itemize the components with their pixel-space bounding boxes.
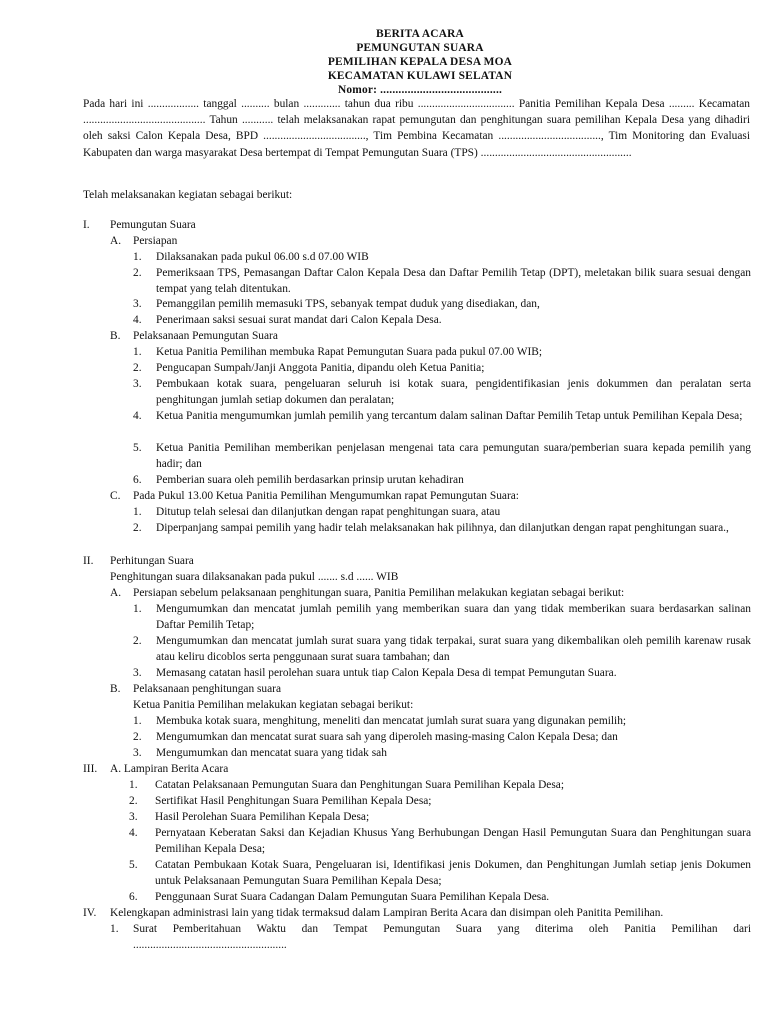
item-number: 1. — [133, 715, 142, 727]
list-item: Penggunaan Surat Suara Cadangan Dalam Pemungutan Suara Pemilihan Kepala Desa. — [155, 891, 550, 903]
item-number: 4. — [129, 827, 138, 839]
section-2-number: II. — [83, 555, 94, 567]
list-item: Diperpanjang sampai pemilih yang hadir telah melaksanakan hak pilihnya, dan dilanjutkan dengan rapat penghitungan suara., — [156, 522, 729, 534]
doc-title-1: BERITA ACARA — [376, 28, 464, 40]
list-item: Ditutup telah selesai dan dilanjutkan dengan rapat penghitungan suara, atau — [156, 506, 501, 518]
item-number: 3. — [133, 298, 142, 310]
list-item: Pemeriksaan TPS, Pemasangan Daftar Calon Kepala Desa dan Daftar Pemilih Tetap (DPT), meletakan bilik suara sesuai dengan tempat yang telah ditentukan. — [156, 267, 751, 296]
intro-activities: Telah melaksanakan kegiatan sebagai berikut: — [83, 189, 293, 201]
section-2b-title: Pelaksanaan penghitungan suara — [133, 683, 282, 695]
item-number: 3. — [133, 667, 142, 679]
section-1-title: Pemungutan Suara — [110, 219, 196, 231]
section-2-title: Perhitungan Suara — [110, 555, 194, 567]
item-number: 2. — [133, 522, 142, 534]
list-item: Ketua Panitia mengumumkan jumlah pemilih yang tercantum dalam salinan Daftar Pemilih Tetap untuk Pemilihan Kepala Desa; — [156, 410, 743, 422]
item-number: 3. — [129, 811, 138, 823]
list-item: Pernyataan Keberatan Saksi dan Kejadian Khusus Yang Berhubungan Dengan Hasil Pemungutan Suara dan Penghitungan suara Pemilihan Kepala Desa; — [155, 827, 751, 856]
list-item: Surat Pemberitahuan Waktu dan Tempat Pemungutan Suara yang diterima oleh Panitia Pemilihan dari ...................................................... — [133, 923, 751, 952]
item-number: 1. — [133, 603, 142, 615]
list-item: Membuka kotak suara, menghitung, meneliti dan mencatat jumlah surat suara yang digunakan pemilih; — [156, 715, 627, 727]
list-item: Hasil Perolehan Suara Pemilihan Kepala Desa; — [155, 811, 370, 823]
item-number: 5. — [133, 442, 142, 454]
list-item: Sertifikat Hasil Penghitungan Suara Pemilihan Kepala Desa; — [155, 795, 432, 807]
list-item: Mengumumkan dan mencatat jumlah pemilih yang memberikan suara dan yang tidak memberikan suara berdasarkan salinan Daftar Pemilih Tetap; — [156, 603, 751, 632]
list-item: Memasang catatan hasil perolehan suara untuk tiap Calon Kepala Desa di tempat Pemungutan Suara. — [156, 667, 617, 679]
section-2a-letter: A. — [110, 587, 122, 599]
item-number: 2. — [133, 731, 142, 743]
section-1a-title: Persiapan — [133, 235, 178, 247]
item-number: 4. — [133, 410, 142, 422]
item-number: 2. — [133, 635, 142, 647]
item-number: 6. — [129, 891, 138, 903]
item-number: 2. — [129, 795, 138, 807]
doc-title-2: PEMUNGUTAN SUARA — [356, 42, 484, 54]
section-3-title: A. Lampiran Berita Acara — [110, 763, 229, 775]
item-number: 3. — [133, 747, 142, 759]
intro-paragraph: Pada hari ini .................. tanggal .......... bulan ............. tahun dua ribu .................................. Panitia Pemilihan Kepala Desa ......... Kecamatan ........................................... Tahun ........... telah melaksanakan rapat pemungutan dan penghitungan suara pemilihan Kepala Desa yang dihadiri oleh saksi Calon Kepala Desa, BPD ...................................., Tim Pembina Kecamatan ...................................., Tim Monitoring dan Evaluasi Kabupaten dan warga masyarakat Desa bertempat di Tempat Pemungutan Suara (TPS) ..................................................... — [83, 98, 750, 159]
item-number: 1. — [133, 346, 142, 358]
doc-nomor: Nomor: ........................................ — [337, 84, 503, 96]
section-3-number: III. — [83, 763, 98, 775]
item-number: 4. — [133, 314, 142, 326]
list-item: Pembukaan kotak suara, pengeluaran seluruh isi kotak suara, pengidentifikasian jenis dokummen dan peralatan serta penghitungan jumlah setiap dokumen dan peralatan; — [156, 378, 751, 407]
section-1c-letter: C. — [110, 490, 121, 502]
list-item: Ketua Panitia Pemilihan memberikan penjelasan mengenai tata cara pemungutan suara/pemberian suara kepada pemilih yang hadir; dan — [156, 442, 751, 471]
item-number: 1. — [129, 779, 138, 791]
item-number: 6. — [133, 474, 142, 486]
item-number: 1. — [110, 923, 119, 935]
doc-title-3: PEMILIHAN KEPALA DESA MOA — [327, 56, 513, 68]
list-item: Catatan Pembukaan Kotak Suara, Pengeluaran isi, Identifikasi jenis Dokumen, dan Penghitungan Jumlah setiap jenis Dokumen untuk Pelaksanaan Pemungutan Suara Pemilihan Kepala Desa; — [155, 859, 751, 888]
list-item: Pemanggilan pemilih memasuki TPS, sebanyak tempat duduk yang disediakan, dan, — [156, 298, 540, 310]
list-item: Ketua Panitia Pemilihan membuka Rapat Pemungutan Suara pada pukul 07.00 WIB; — [156, 346, 543, 358]
section-2a-title: Persiapan sebelum pelaksanaan penghitungan suara, Panitia Pemilihan melakukan kegiatan sebagai berikut: — [133, 587, 625, 599]
section-1b-title: Pelaksanaan Pemungutan Suara — [133, 330, 278, 342]
list-item: Dilaksanakan pada pukul 06.00 s.d 07.00 WIB — [156, 251, 369, 263]
list-item: Mengumumkan dan mencatat surat suara sah yang diperoleh masing-masing Calon Kepala Desa; dan — [156, 731, 618, 743]
list-item: Mengumumkan dan mencatat suara yang tidak sah — [156, 747, 387, 759]
section-2b-subtitle: Ketua Panitia Pemilihan melakukan kegiatan sebagai berikut: — [133, 699, 414, 711]
item-number: 5. — [129, 859, 138, 871]
section-4-number: IV. — [83, 907, 97, 919]
section-1a-letter: A. — [110, 235, 122, 247]
item-number: 3. — [133, 378, 142, 390]
list-item: Pengucapan Sumpah/Janji Anggota Panitia, dipandu oleh Ketua Panitia; — [156, 362, 485, 374]
section-1b-letter: B. — [110, 330, 121, 342]
doc-title-4: KECAMATAN KULAWI SELATAN — [327, 70, 513, 82]
list-item: Penerimaan saksi sesuai surat mandat dari Calon Kepala Desa. — [156, 314, 442, 326]
item-number: 1. — [133, 506, 142, 518]
section-4-title: Kelengkapan administrasi lain yang tidak termaksud dalam Lampiran Berita Acara dan disimpan oleh Panitita Pemilihan. — [110, 907, 664, 919]
section-2b-letter: B. — [110, 683, 121, 695]
list-item: Catatan Pelaksanaan Pemungutan Suara dan Penghitungan Suara Pemilihan Kepala Desa; — [155, 779, 565, 791]
section-1-number: I. — [83, 219, 90, 231]
list-item: Pemberian suara oleh pemilih berdasarkan prinsip urutan kehadiran — [156, 474, 464, 486]
item-number: 1. — [133, 251, 142, 263]
item-number: 2. — [133, 362, 142, 374]
section-1c-title: Pada Pukul 13.00 Ketua Panitia Pemilihan Mengumumkan rapat Pemungutan Suara: — [133, 490, 519, 502]
item-number: 2. — [133, 267, 142, 279]
list-item: Mengumumkan dan mencatat jumlah surat suara yang tidak terpakai, surat suara yang dikembalikan oleh pemilih karenaw rusak atau keliru dicoblos serta penggunaan surat suara tambahan; dan — [156, 635, 751, 664]
section-2-subtitle: Penghitungan suara dilaksanakan pada pukul ....... s.d ...... WIB — [110, 571, 399, 583]
